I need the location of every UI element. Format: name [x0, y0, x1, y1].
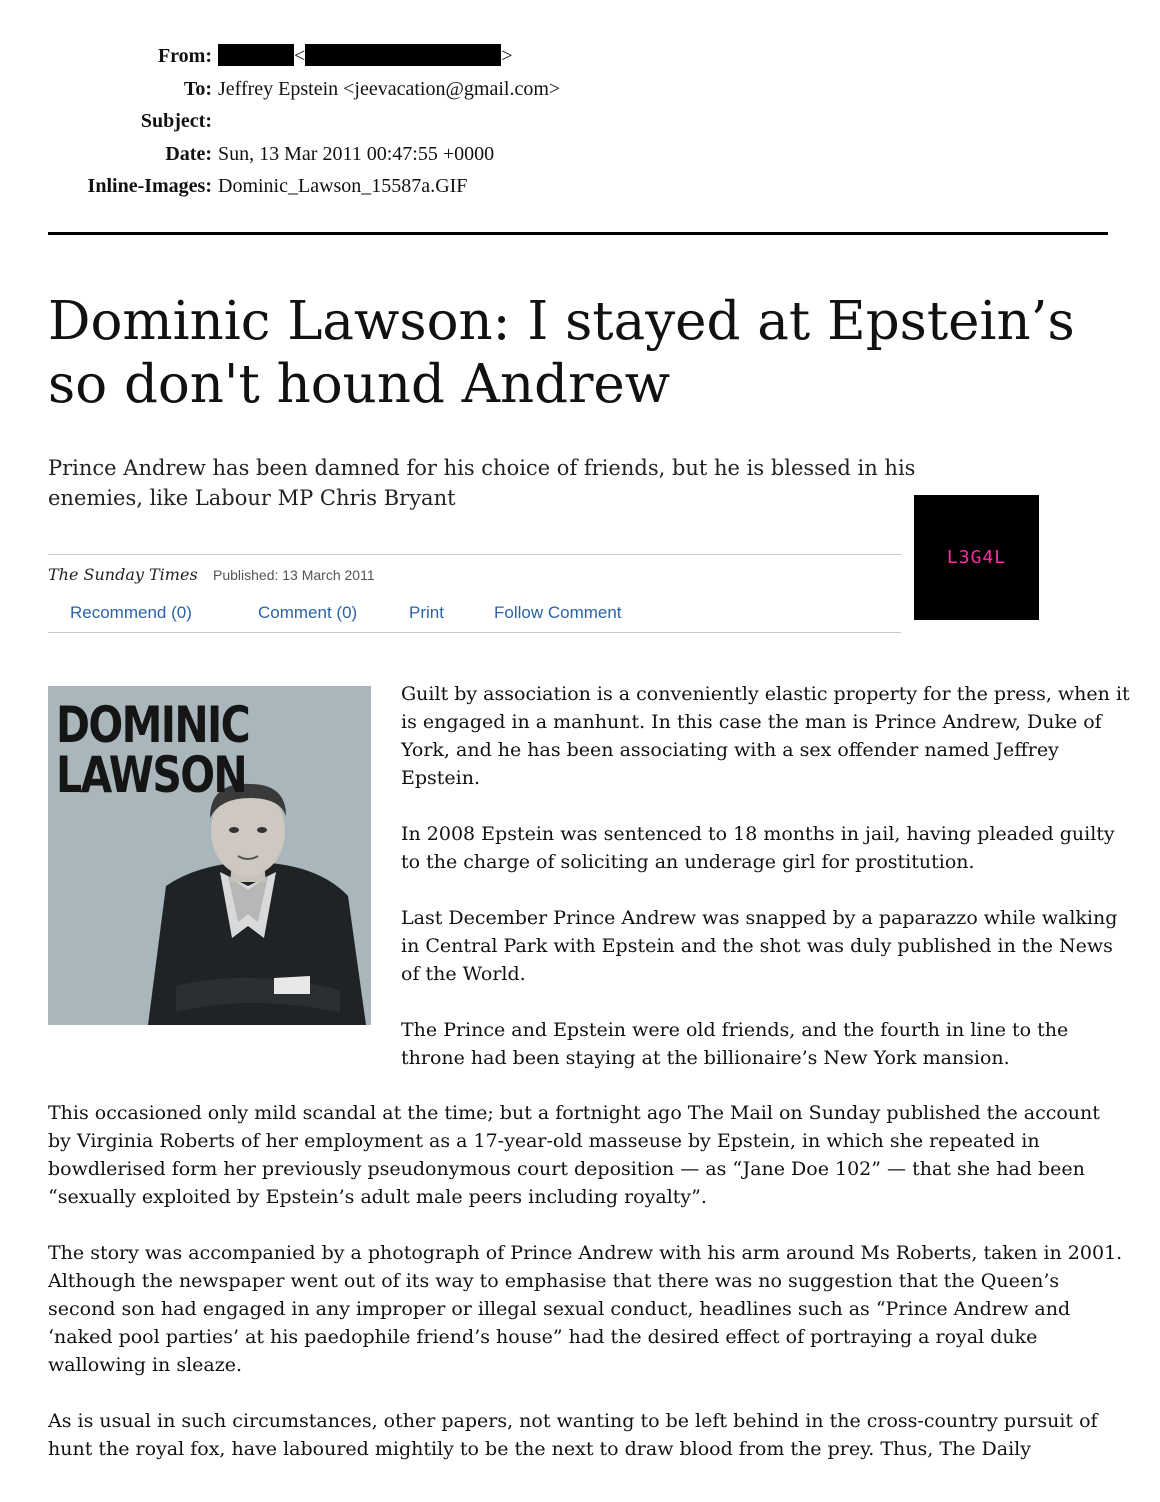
- from-label: From:: [157, 45, 212, 67]
- article-standfirst: Prince Andrew has been damned for his choice of friends, but he is blessed in his enemies, like Labour MP Chris Bryant: [48, 456, 916, 510]
- article-body-full: [48, 1099, 1128, 1491]
- from-value: < >: [218, 40, 513, 73]
- publication-name: The Sunday Times: [48, 565, 198, 584]
- published-date: Published: 13 March 2011: [213, 567, 375, 583]
- recommend-link[interactable]: Recommend (0): [70, 603, 192, 622]
- print-link[interactable]: Print: [409, 603, 444, 622]
- article-paragraph: The story was accompanied by a photograph of Prince Andrew with his arm around Ms Roberts, taken in 2001. Although the newspaper went out of its way to emphasise that there was no suggestion that the Queen’s second son had engaged in any improper or illegal sexual conduct, headlines such as “Prince Andrew and ‘naked pool parties’ at his paedophile friend’s house” had the desired effect of portraying a royal duke wallowing in sleaze.: [48, 1242, 1123, 1376]
- meta-divider-bottom: [48, 632, 901, 633]
- article-title: Dominic Lawson: I stayed at Epstein’s so don't hound Andrew: [48, 291, 1075, 415]
- comment-link[interactable]: Comment (0): [258, 603, 358, 622]
- article-paragraph: Guilt by association is a conveniently elastic property for the press, when it is engaged in a manhunt. In this case the man is Prince Andrew, Duke of York, and he has been associating with a sex offender named Jeffrey Epstein.: [401, 683, 1130, 789]
- author-name-overlay: DOMINIC LAWSON: [56, 696, 250, 804]
- date-row: [0, 138, 700, 171]
- to-label: To:: [183, 77, 212, 100]
- article-paragraph: As is usual in such circumstances, other papers, not wanting to be left behind in the cross-country pursuit of hunt the royal fox, have laboured mightily to be the next to draw blood from the prey. Thus, The Daily: [48, 1410, 1098, 1460]
- inline-images-row: [0, 170, 700, 203]
- to-value: Jeffrey Epstein <jeevacation@gmail.com>: [218, 77, 561, 100]
- to-row: [0, 73, 700, 106]
- article-paragraph: Last December Prince Andrew was snapped by a paparazzo while walking in Central Park with Epstein and the shot was duly published in the News of the World.: [401, 907, 1118, 985]
- email-header: [0, 40, 700, 203]
- date-label: Date:: [165, 142, 212, 165]
- article-paragraph: In 2008 Epstein was sentenced to 18 months in jail, having pleaded guilty to the charge of soliciting an underage girl for prostitution.: [401, 823, 1115, 873]
- subject-row: [0, 105, 700, 138]
- author-photo: [48, 686, 371, 1025]
- inline-images-value: Dominic_Lawson_15587a.GIF: [218, 175, 468, 197]
- inline-images-label: Inline-Images:: [87, 175, 212, 197]
- from-row: [0, 40, 700, 73]
- article-paragraph: This occasioned only mild scandal at the time; but a fortnight ago The Mail on Sunday published the account by Virginia Roberts of her employment as a 17-year-old masseuse by Epstein, in which she repeated in bowdlerised form her previously pseudonymous court deposition — as “Jane Doe 102” — that she had been “sexually exploited by Epstein’s adult male peers including royalty”.: [48, 1102, 1100, 1208]
- follow-comment-link[interactable]: Follow Comment: [494, 603, 622, 622]
- ad-logo[interactable]: [914, 495, 1039, 620]
- article-body-column: [401, 680, 1131, 1100]
- date-value: Sun, 13 Mar 2011 00:47:55 +0000: [218, 142, 495, 165]
- article-paragraph: The Prince and Epstein were old friends, and the fourth in line to the throne had been staying at the billionaire’s New York mansion.: [401, 1019, 1069, 1069]
- redaction-block: [218, 44, 294, 66]
- meta-divider-top: [48, 554, 901, 555]
- redaction-block: [305, 44, 501, 66]
- ad-logo-text: L3G4L: [946, 547, 1007, 568]
- subject-label: Subject:: [140, 110, 212, 132]
- header-divider: [48, 232, 1108, 235]
